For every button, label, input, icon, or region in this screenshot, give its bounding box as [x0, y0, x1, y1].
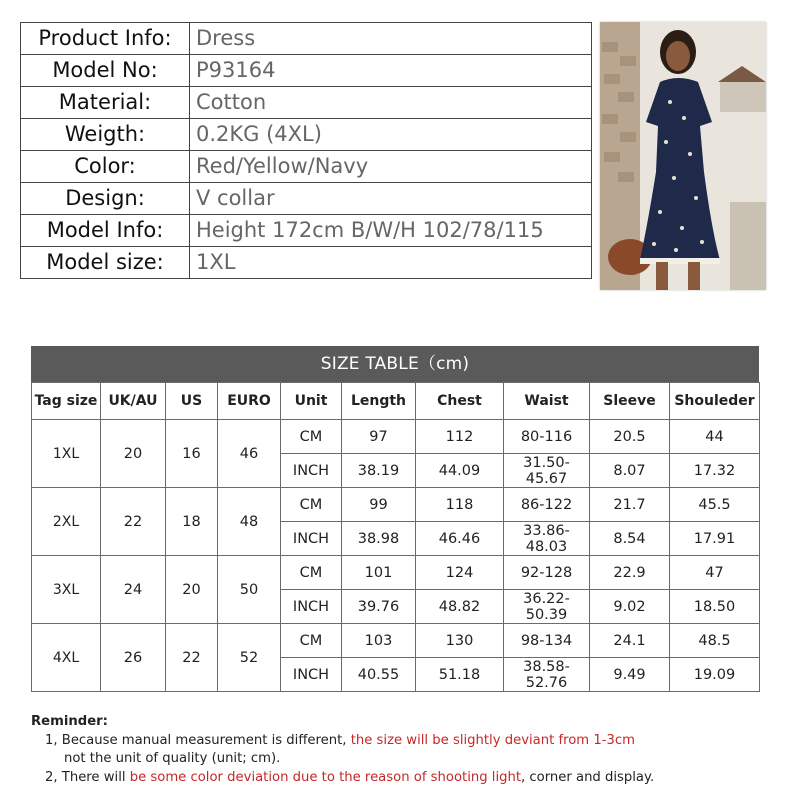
info-row	[21, 215, 592, 247]
info-value: 1XL	[190, 247, 592, 279]
model-photo-image	[600, 22, 766, 290]
size-header-cell: Length	[342, 383, 416, 420]
reminder-line-1	[31, 732, 771, 751]
info-value: Cotton	[190, 87, 592, 119]
reminder-line-2-highlight: be some color deviation due to the reason of shooting light	[129, 769, 522, 785]
waist-cm-cell: 86-122	[504, 488, 590, 522]
waist-cm-cell: 98-134	[504, 624, 590, 658]
info-label: Model Info:	[21, 215, 190, 247]
shoulder-inch-cell: 17.91	[670, 522, 760, 556]
size-row-cm	[32, 556, 760, 590]
length-inch-cell: 40.55	[342, 658, 416, 692]
size-header-cell: EURO	[218, 383, 281, 420]
info-row	[21, 247, 592, 279]
euro-cell: 52	[218, 624, 281, 692]
size-header-cell: UK/AU	[101, 383, 166, 420]
chest-inch-cell: 46.46	[416, 522, 504, 556]
reminder-line-2	[31, 769, 771, 788]
chest-inch-cell: 44.09	[416, 454, 504, 488]
waist-inch-cell: 31.50-45.67	[504, 454, 590, 488]
size-row-cm	[32, 420, 760, 454]
length-cm-cell: 103	[342, 624, 416, 658]
shoulder-inch-cell: 19.09	[670, 658, 760, 692]
chest-cm-cell: 130	[416, 624, 504, 658]
sleeve-cm-cell: 22.9	[590, 556, 670, 590]
reminder-line-1-text: 1, Because manual measurement is different,	[45, 732, 351, 748]
info-row	[21, 23, 592, 55]
shoulder-cm-cell: 47	[670, 556, 760, 590]
unit-inch-cell: INCH	[281, 522, 342, 556]
uk-au-cell: 20	[101, 420, 166, 488]
info-label: Weigth:	[21, 119, 190, 151]
info-value: P93164	[190, 55, 592, 87]
reminder-heading: Reminder:	[31, 714, 108, 729]
shoulder-cm-cell: 45.5	[670, 488, 760, 522]
sleeve-cm-cell: 20.5	[590, 420, 670, 454]
sleeve-cm-cell: 21.7	[590, 488, 670, 522]
size-header-cell: Waist	[504, 383, 590, 420]
sleeve-inch-cell: 8.07	[590, 454, 670, 488]
info-row	[21, 151, 592, 183]
length-cm-cell: 99	[342, 488, 416, 522]
unit-inch-cell: INCH	[281, 658, 342, 692]
size-header-cell: Shouleder	[670, 383, 760, 420]
uk-au-cell: 24	[101, 556, 166, 624]
waist-cm-cell: 92-128	[504, 556, 590, 590]
info-row	[21, 87, 592, 119]
sleeve-inch-cell: 8.54	[590, 522, 670, 556]
us-cell: 20	[166, 556, 218, 624]
length-cm-cell: 101	[342, 556, 416, 590]
size-table-section	[31, 346, 759, 692]
chest-cm-cell: 118	[416, 488, 504, 522]
shoulder-cm-cell: 44	[670, 420, 760, 454]
euro-cell: 50	[218, 556, 281, 624]
info-value: Height 172cm B/W/H 102/78/115	[190, 215, 592, 247]
size-header-cell: US	[166, 383, 218, 420]
unit-inch-cell: INCH	[281, 590, 342, 624]
tag-size-cell: 2XL	[32, 488, 101, 556]
info-row	[21, 183, 592, 215]
info-label: Model No:	[21, 55, 190, 87]
size-header-cell: Unit	[281, 383, 342, 420]
chest-cm-cell: 124	[416, 556, 504, 590]
unit-cm-cell: CM	[281, 488, 342, 522]
shoulder-inch-cell: 18.50	[670, 590, 760, 624]
reminder-line-2-text: 2, There will	[45, 769, 130, 785]
size-table-header-row	[32, 383, 760, 420]
model-photo	[600, 22, 766, 290]
length-cm-cell: 97	[342, 420, 416, 454]
info-value: Dress	[190, 23, 592, 55]
waist-inch-cell: 33.86-48.03	[504, 522, 590, 556]
us-cell: 22	[166, 624, 218, 692]
info-value: V collar	[190, 183, 592, 215]
reminder-line-1-continuation: not the unit of quality (unit; cm).	[64, 751, 281, 766]
unit-cm-cell: CM	[281, 420, 342, 454]
waist-inch-cell: 36.22-50.39	[504, 590, 590, 624]
reminder-note	[31, 713, 771, 787]
tag-size-cell: 1XL	[32, 420, 101, 488]
info-label: Product Info:	[21, 23, 190, 55]
us-cell: 16	[166, 420, 218, 488]
info-row	[21, 55, 592, 87]
size-table-title: SIZE TABLE（cm)	[31, 346, 759, 382]
info-value: Red/Yellow/Navy	[190, 151, 592, 183]
shoulder-inch-cell: 17.32	[670, 454, 760, 488]
chest-inch-cell: 51.18	[416, 658, 504, 692]
uk-au-cell: 22	[101, 488, 166, 556]
size-row-cm	[32, 488, 760, 522]
uk-au-cell: 26	[101, 624, 166, 692]
size-header-cell: Chest	[416, 383, 504, 420]
euro-cell: 48	[218, 488, 281, 556]
info-value: 0.2KG (4XL)	[190, 119, 592, 151]
waist-inch-cell: 38.58-52.76	[504, 658, 590, 692]
info-row	[21, 119, 592, 151]
euro-cell: 46	[218, 420, 281, 488]
shoulder-cm-cell: 48.5	[670, 624, 760, 658]
unit-cm-cell: CM	[281, 624, 342, 658]
length-inch-cell: 38.19	[342, 454, 416, 488]
reminder-line-1-highlight: the size will be slightly deviant from 1-3cm	[350, 732, 635, 748]
size-header-cell: Sleeve	[590, 383, 670, 420]
tag-size-cell: 4XL	[32, 624, 101, 692]
product-info-table	[20, 22, 592, 279]
size-row-cm	[32, 624, 760, 658]
size-header-cell: Tag size	[32, 383, 101, 420]
sleeve-inch-cell: 9.49	[590, 658, 670, 692]
length-inch-cell: 38.98	[342, 522, 416, 556]
size-table	[31, 382, 760, 692]
sleeve-cm-cell: 24.1	[590, 624, 670, 658]
sleeve-inch-cell: 9.02	[590, 590, 670, 624]
info-label: Design:	[21, 183, 190, 215]
reminder-line-2-end: , corner and display.	[521, 769, 655, 785]
us-cell: 18	[166, 488, 218, 556]
chest-inch-cell: 48.82	[416, 590, 504, 624]
unit-cm-cell: CM	[281, 556, 342, 590]
tag-size-cell: 3XL	[32, 556, 101, 624]
info-label: Material:	[21, 87, 190, 119]
waist-cm-cell: 80-116	[504, 420, 590, 454]
unit-inch-cell: INCH	[281, 454, 342, 488]
info-label: Color:	[21, 151, 190, 183]
chest-cm-cell: 112	[416, 420, 504, 454]
length-inch-cell: 39.76	[342, 590, 416, 624]
info-label: Model size:	[21, 247, 190, 279]
